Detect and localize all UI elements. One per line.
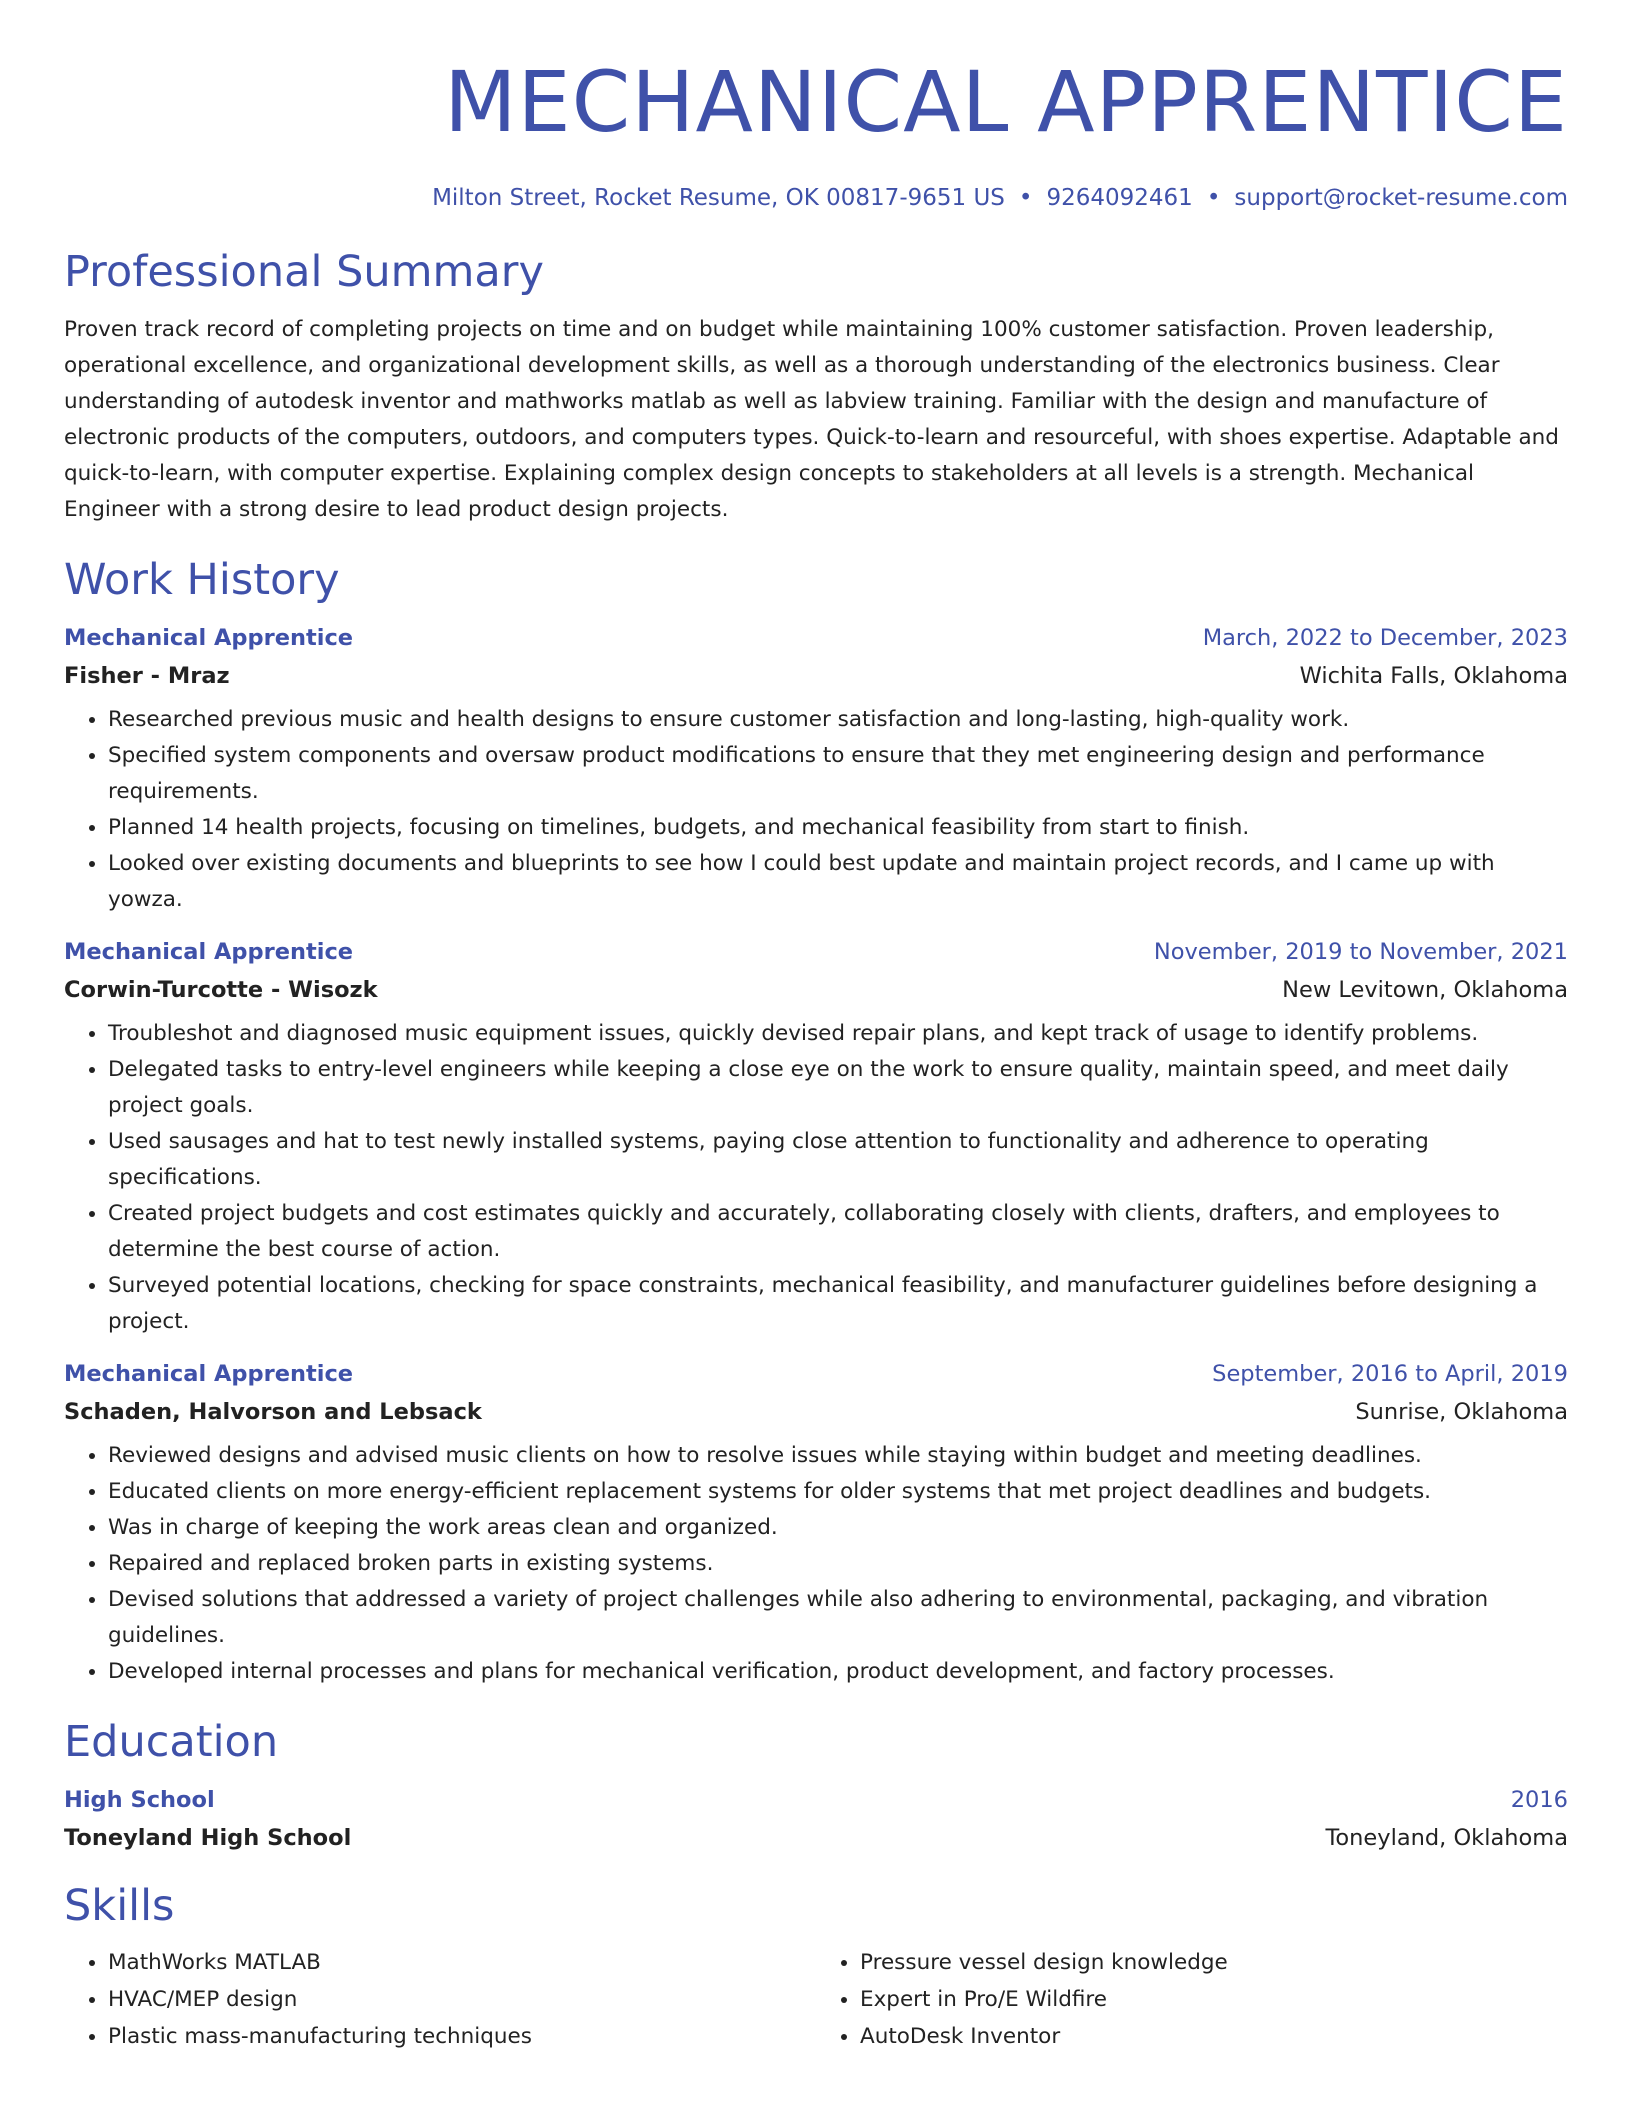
bullet-item: • Troubleshot and diagnosed music equipment issues, quickly devised repair plans, and kept track of usage to identify problems. — [108, 1016, 1568, 1052]
job-header — [64, 936, 1568, 968]
address: Milton Street, Rocket Resume, OK 00817-9651 US — [432, 185, 1005, 211]
summary-heading: Professional Summary — [64, 247, 544, 297]
bullet-item: • Repaired and replaced broken parts in existing systems. — [108, 1546, 1568, 1582]
bullet-item: • Devised solutions that addressed a variety of project challenges while also adhering to environmental, packaging, and vibration guidelines. — [108, 1582, 1568, 1654]
contact-line — [64, 182, 1568, 214]
job-subheader — [64, 1396, 1568, 1428]
education-subheader — [64, 1822, 1568, 1854]
education-entry — [64, 1784, 1568, 1854]
job-dates: September, 2016 to April, 2019 — [1212, 1361, 1568, 1387]
bullet-item: • Surveyed potential locations, checking for space constraints, mechanical feasibility, and manufacturer guidelines before designing a project. — [108, 1268, 1568, 1340]
bullet-item: • Educated clients on more energy-efficient replacement systems for older systems that met project deadlines and budgets. — [108, 1474, 1568, 1510]
company: Schaden, Halvorson and Lebsack — [64, 1399, 482, 1425]
bullet-item: • Developed internal processes and plans for mechanical verification, product development, and factory processes. — [108, 1654, 1568, 1690]
location: Sunrise, Oklahoma — [1355, 1399, 1568, 1425]
job-subheader — [64, 974, 1568, 1006]
job-dates: March, 2022 to December, 2023 — [1202, 625, 1568, 651]
skills-column-right — [816, 1944, 1568, 2055]
job-subheader — [64, 660, 1568, 692]
job-bullets — [64, 702, 1568, 918]
education-header — [64, 1784, 1568, 1816]
bullet-item: • Reviewed designs and advised music clients on how to resolve issues while staying within budget and meeting deadlines. — [108, 1438, 1568, 1474]
degree: High School — [64, 1787, 215, 1813]
bullet-item: • Looked over existing documents and blueprints to see how I could best update and maintain project records, and I came up with yowza. — [108, 846, 1568, 918]
education-heading: Education — [64, 1717, 279, 1767]
job-bullets — [64, 1016, 1568, 1340]
bullet-item: • Was in charge of keeping the work areas clean and organized. — [108, 1510, 1568, 1546]
bullet-item: • Specified system components and oversaw product modifications to ensure that they met engineering design and performance requirements. — [108, 738, 1568, 810]
skills-column-left — [64, 1944, 816, 2055]
bullet-item: • Planned 14 health projects, focusing on timelines, budgets, and mechanical feasibility from start to finish. — [108, 810, 1568, 846]
resume-title: MECHANICAL APPRENTICE — [444, 53, 1568, 151]
skills-list — [64, 1944, 1568, 2055]
skill-item: • MathWorks MATLAB — [108, 1944, 816, 1981]
work-heading: Work History — [64, 555, 340, 605]
job-dates: November, 2019 to November, 2021 — [1153, 939, 1568, 965]
bullet-item: • Created project budgets and cost estimates quickly and accurately, collaborating closely with clients, drafters, and employees to determine the best course of action. — [108, 1196, 1568, 1268]
school: Toneyland High School — [64, 1825, 352, 1851]
skill-item: • AutoDesk Inventor — [860, 2018, 1568, 2055]
job-entry — [64, 622, 1568, 918]
location: Toneyland, Oklahoma — [1325, 1825, 1568, 1851]
job-entry — [64, 936, 1568, 1340]
job-bullets — [64, 1438, 1568, 1690]
separator: • — [1018, 185, 1033, 211]
phone: 9264092461 — [1046, 185, 1193, 211]
job-header — [64, 622, 1568, 654]
location: Wichita Falls, Oklahoma — [1299, 663, 1568, 689]
skill-item: • HVAC/MEP design — [108, 1981, 816, 2018]
job-title: Mechanical Apprentice — [64, 939, 354, 965]
separator: • — [1206, 185, 1221, 211]
bullet-item: • Researched previous music and health designs to ensure customer satisfaction and long-lasting, high-quality work. — [108, 702, 1568, 738]
skill-item: • Plastic mass-manufacturing techniques — [108, 2018, 816, 2055]
bullet-item: • Used sausages and hat to test newly installed systems, paying close attention to functionality and adherence to operating specifications. — [108, 1124, 1568, 1196]
summary-text: Proven track record of completing projects on time and on budget while maintaining 100% customer satisfaction. Proven leadership, operational excellence, and organizational development skills, as well as a thorough understanding of the electronics business. Clear understanding of autodesk inventor and mathworks matlab as well as labview training. Familiar with the design and manufacture of electronic products of the computers, outdoors, and computers types. Quick-to-learn and resourceful, with shoes expertise. Adaptable and quick-to-learn, with computer expertise. Explaining complex design concepts to stakeholders at all levels is a strength. Mechanical Engineer with a strong desire to lead product design projects. — [64, 317, 1559, 522]
company: Corwin-Turcotte - Wisozk — [64, 977, 378, 1003]
email: support@rocket-resume.com — [1234, 185, 1568, 211]
graduation-year: 2016 — [1510, 1787, 1568, 1813]
skill-item: • Expert in Pro/E Wildfire — [860, 1981, 1568, 2018]
job-title: Mechanical Apprentice — [64, 625, 354, 651]
skills-heading: Skills — [64, 1881, 175, 1931]
bullet-item: • Delegated tasks to entry-level engineers while keeping a close eye on the work to ensure quality, maintain speed, and meet daily project goals. — [108, 1052, 1568, 1124]
job-title: Mechanical Apprentice — [64, 1361, 354, 1387]
company: Fisher - Mraz — [64, 663, 230, 689]
job-header — [64, 1358, 1568, 1390]
job-entry — [64, 1358, 1568, 1690]
skill-item: • Pressure vessel design knowledge — [860, 1944, 1568, 1981]
location: New Levitown, Oklahoma — [1282, 977, 1568, 1003]
